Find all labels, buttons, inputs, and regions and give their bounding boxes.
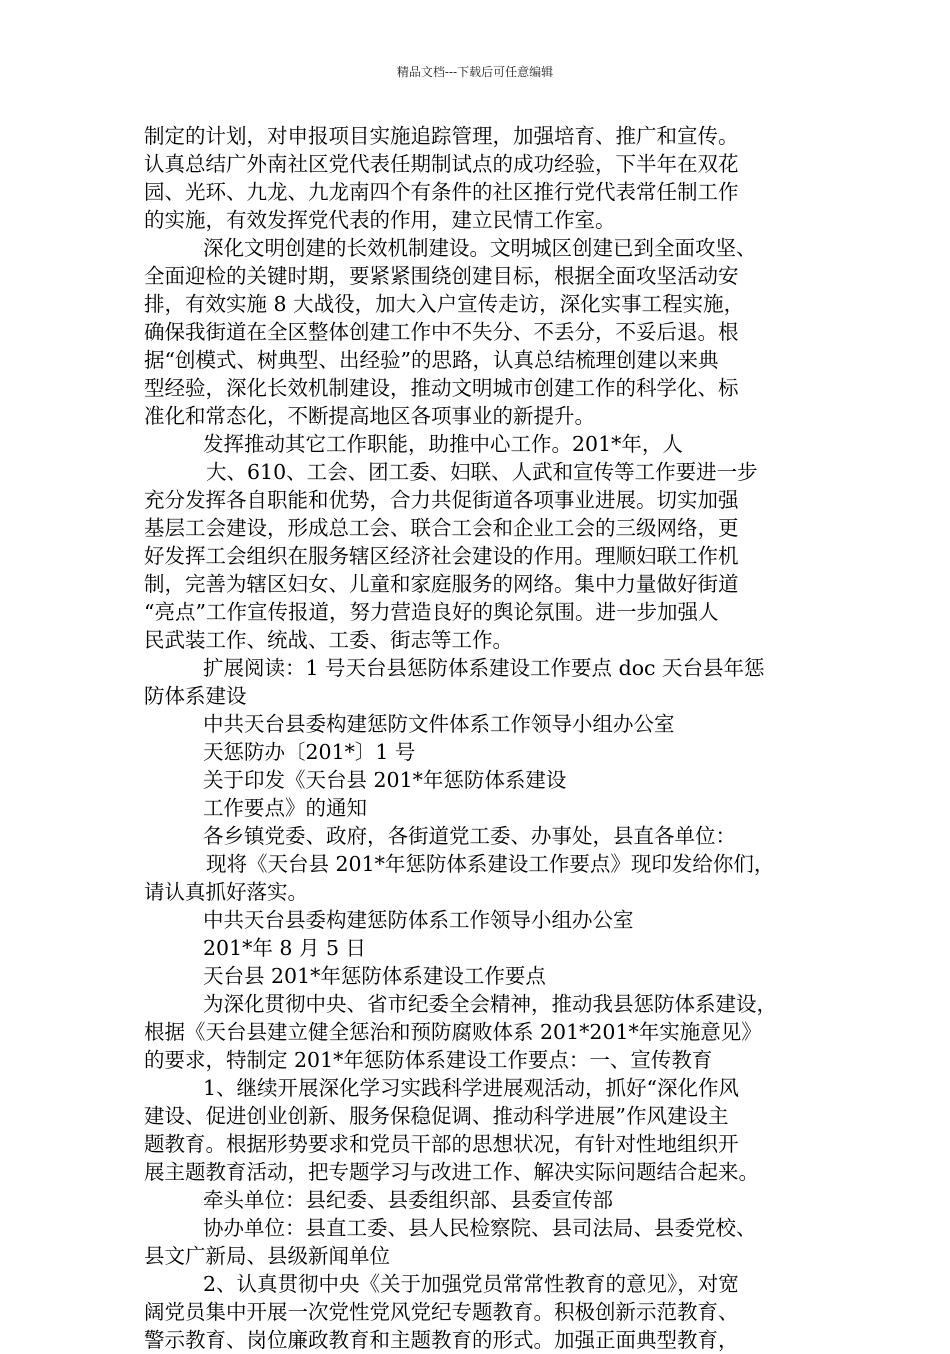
text-line: 据“创模式、树典型、出经验”的思路，认真总结梳理创建以来典 xyxy=(144,348,719,372)
page-header: 精品文档---下载后可任意编辑 xyxy=(396,65,554,79)
text-line: 园、光环、九龙、九龙南四个有条件的社区推行党代表常任制工作 xyxy=(144,180,739,204)
text-line: 警示教育、岗位廉政教育和主题教育的形式。加强正面典型教育， xyxy=(144,1328,739,1352)
paragraph-start: 关于印发《天台县 201*年惩防体系建设 xyxy=(203,768,567,792)
paragraph-start: 2、认真贯彻中央《关于加强党员常常性教育的意见》，对宽 xyxy=(203,1272,739,1296)
paragraph-start: 天惩防办〔201*〕1 号 xyxy=(203,740,416,764)
paragraph-start: 中共天台县委构建惩防文件体系工作领导小组办公室 xyxy=(203,712,675,736)
text-line: 认真总结广外南社区党代表任期制试点的成功经验，下半年在双花 xyxy=(144,152,739,176)
text-line: 防体系建设 xyxy=(144,684,247,708)
paragraph-start: 现将《天台县 201*年惩防体系建设工作要点》现印发给你们， xyxy=(206,852,775,876)
text-line: 根据《天台县建立健全惩治和预防腐败体系 201*201*年实施意见》 xyxy=(144,1020,762,1044)
text-line: 全面迎检的关键时期，要紧紧围绕创建目标，根据全面攻坚活动安 xyxy=(144,264,739,288)
text-line: 型经验，深化长效机制建设，推动文明城市创建工作的科学化、标 xyxy=(144,376,739,400)
text-line: 民武装工作、统战、工委、街志等工作。 xyxy=(144,628,513,652)
document-body xyxy=(144,122,824,1354)
text-line: 好发挥工会组织在服务辖区经济社会建设的作用。理顺妇联工作机 xyxy=(144,544,739,568)
text-line: 的实施，有效发挥党代表的作用，建立民情工作室。 xyxy=(144,208,616,232)
paragraph-start: 发挥推动其它工作职能，助推中心工作。201*年，人 xyxy=(203,432,683,456)
text-line: “亮点”工作宣传报道，努力营造良好的舆论氛围。进一步加强人 xyxy=(144,600,719,624)
paragraph-start: 牵头单位：县纪委、县委组织部、县委宣传部 xyxy=(203,1188,613,1212)
text-line: 排，有效实施 8 大战役，加大入户宣传走访，深化实事工程实施， xyxy=(144,292,745,316)
text-line: 建设、促进创业创新、服务保稳促调、推动科学进展”作风建设主 xyxy=(144,1104,729,1128)
text-line: 县文广新局、县级新闻单位 xyxy=(144,1244,390,1268)
paragraph-start: 1、继续开展深化学习实践科学进展观活动，抓好“深化作风 xyxy=(203,1076,740,1100)
paragraph-start: 协办单位：县直工委、县人民检察院、县司法局、县委党校、 xyxy=(203,1216,757,1240)
paragraph-start: 201*年 8 月 5 日 xyxy=(203,936,367,960)
paragraph-start: 各乡镇党委、政府，各街道党工委、办事处，县直各单位： xyxy=(203,824,736,848)
text-line: 题教育。根据形势要求和党员干部的思想状况，有针对性地组织开 xyxy=(144,1132,739,1156)
text-line: 展主题教育活动，把专题学习与改进工作、解决实际问题结合起来。 xyxy=(144,1160,759,1184)
text-line: 制，完善为辖区妇女、儿童和家庭服务的网络。集中力量做好街道 xyxy=(144,572,739,596)
text-line: 充分发挥各自职能和优势，合力共促街道各项事业进展。切实加强 xyxy=(144,488,739,512)
text-line: 大、610、工会、团工委、妇联、人武和宣传等工作要进一步 xyxy=(206,460,758,484)
text-line: 请认真抓好落实。 xyxy=(144,880,308,904)
text-line: 确保我街道在全区整体创建工作中不失分、不丢分，不妥后退。根 xyxy=(144,320,739,344)
text-line: 制定的计划，对申报项目实施追踪管理，加强培育、推广和宣传。 xyxy=(144,124,739,148)
text-line: 准化和常态化，不断提高地区各项事业的新提升。 xyxy=(144,404,595,428)
paragraph-start: 扩展阅读：1 号天台县惩防体系建设工作要点 doc 天台县年惩 xyxy=(203,656,765,680)
paragraph-start: 工作要点》的通知 xyxy=(203,796,367,820)
paragraph-start: 为深化贯彻中央、省市纪委全会精神，推动我县惩防体系建设， xyxy=(203,992,777,1016)
paragraph-start: 天台县 201*年惩防体系建设工作要点 xyxy=(203,964,546,988)
paragraph-start: 深化文明创建的长效机制建设。文明城区创建已到全面攻坚、 xyxy=(203,236,757,260)
text-line: 基层工会建设，形成总工会、联合工会和企业工会的三级网络，更 xyxy=(144,516,739,540)
text-line: 阔党员集中开展一次党性党风党纪专题教育。积极创新示范教育、 xyxy=(144,1300,739,1324)
paragraph-start: 中共天台县委构建惩防体系工作领导小组办公室 xyxy=(203,908,634,932)
text-line: 的要求，特制定 201*年惩防体系建设工作要点：一、宣传教育 xyxy=(144,1048,713,1072)
